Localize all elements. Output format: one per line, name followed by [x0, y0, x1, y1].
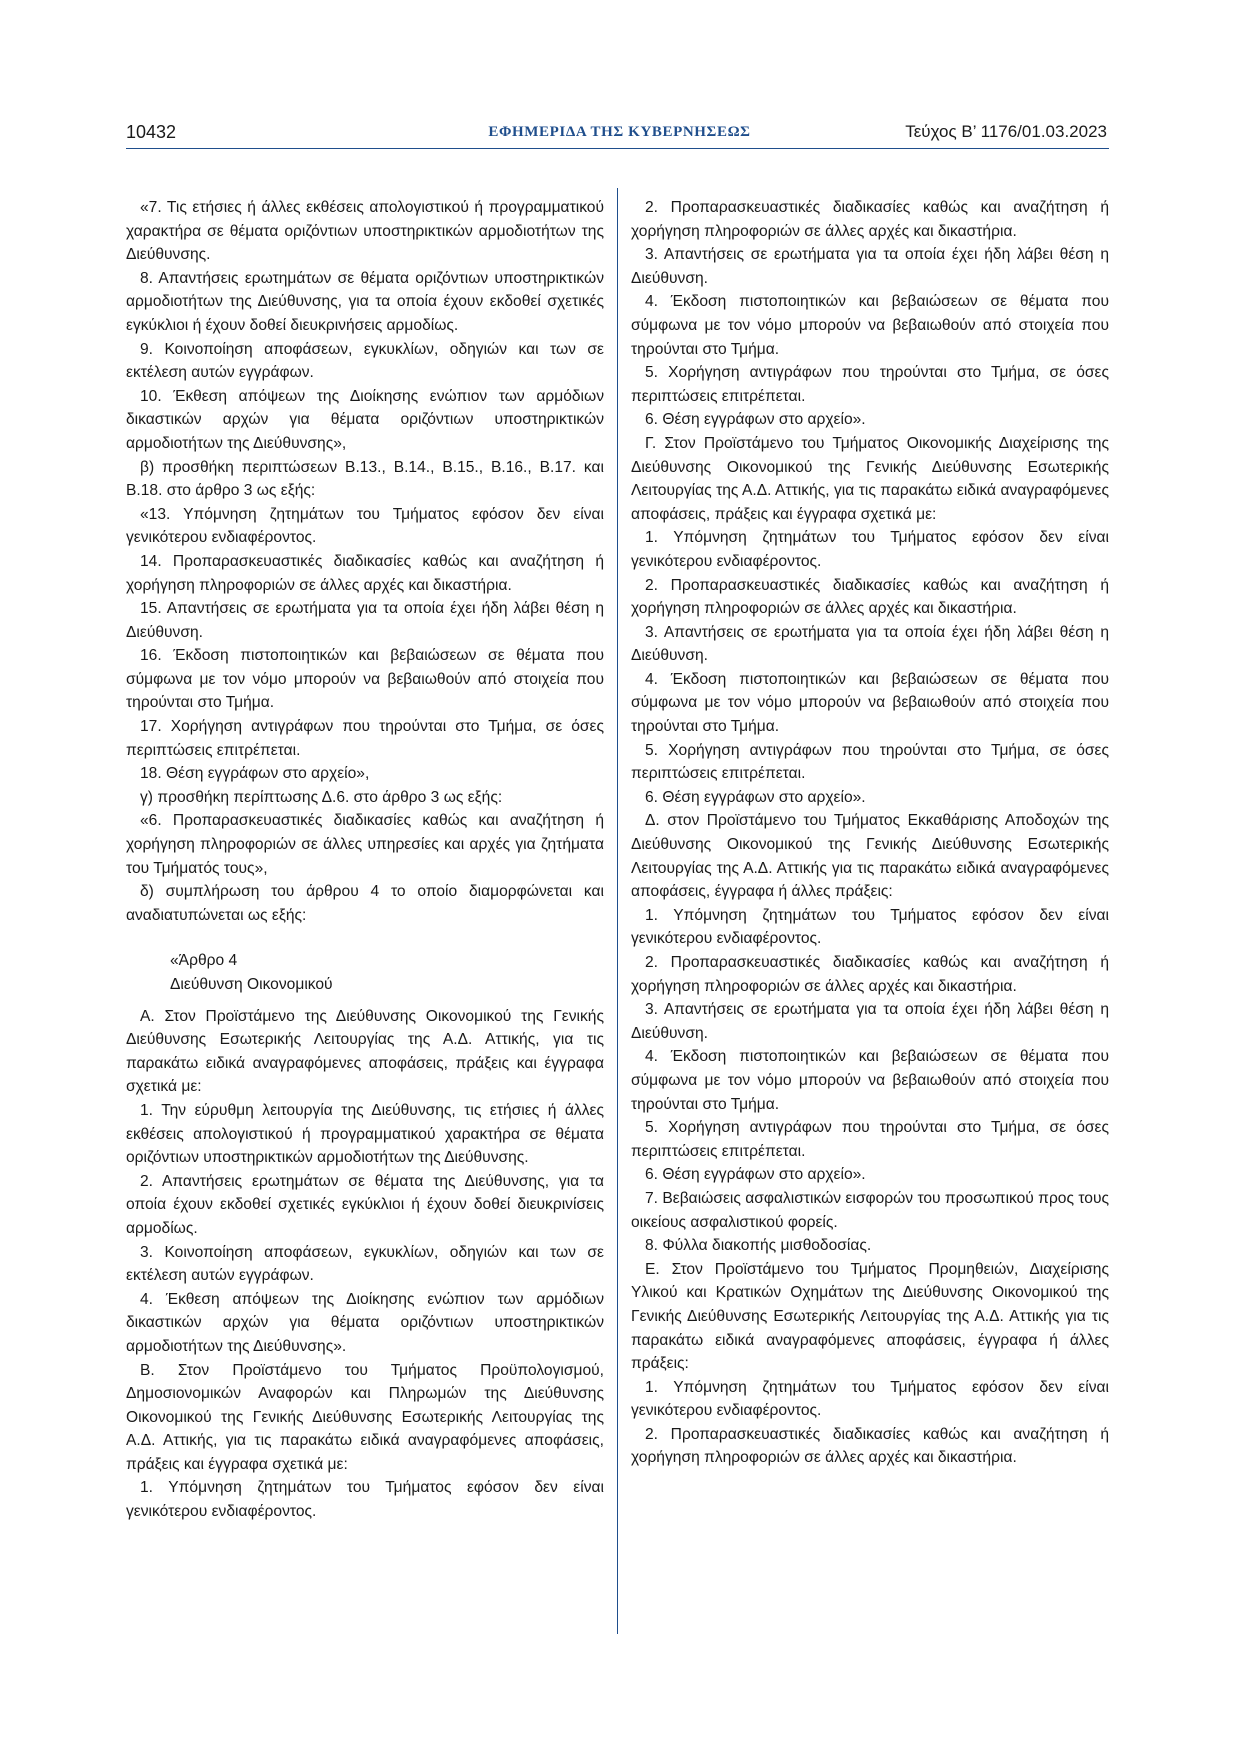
issue-reference: Τεύχος Β’ 1176/01.03.2023 — [905, 122, 1107, 141]
left-column-paragraphs-after — [126, 1005, 604, 1524]
header-rule — [126, 148, 1109, 149]
paragraph: 10. Έκθεση απόψεων της Διοίκησης ενώπιον των αρμόδιων δικαστικών αρχών για θέματα οριζόντιων υποστηρικτικών αρμοδιοτήτων της Διεύθυνσης», — [126, 387, 604, 452]
right-column — [631, 196, 1109, 1470]
paragraph: 4. Έκθεση απόψεων της Διοίκησης ενώπιον των αρμόδιων δικαστικών αρχών για θέματα οριζόντιων υποστηρικτικών αρμοδιοτήτων της Διεύθυνσης». — [126, 1290, 604, 1355]
article-number: «Άρθρο 4 — [170, 952, 238, 970]
paragraph: 15. Απαντήσεις σε ερωτήματα για τα οποία έχει ήδη λάβει θέση η Διεύθυνση. — [126, 600, 604, 641]
paragraph: 4. Έκδοση πιστοποιητικών και βεβαιώσεων σε θέματα που σύμφωνα με τον νόμο μπορούν να βεβαιωθούν από στοιχεία που τηρούνται στο Τμήμα. — [631, 670, 1109, 736]
page-number: 10432 — [126, 122, 177, 142]
paragraph: 2. Απαντήσεις ερωτημάτων σε θέματα της Διεύθυνσης, για τα οποία έχουν εκδοθεί σχετικές εγκύκλιοι ή έχουν δοθεί διευκρινίσεις αρμοδίως. — [126, 1172, 604, 1237]
paragraph: Β. Στον Προϊστάμενο του Τμήματος Προϋπολογισμού, Δημοσιονομικών Αναφορών και Πληρωμών της Διεύθυνσης Οικονομικού της Γενικής Διεύθυνσης Εσωτερικής Λειτουργίας της Α.Δ. Αττικής, για τις παρακάτω ειδικά αναγραφόμενες αποφάσεις, πράξεις και έγγραφα σχετικά με: — [126, 1361, 604, 1473]
paragraph: 7. Βεβαιώσεις ασφαλιστικών εισφορών του προσωπικού προς τους οικείους ασφαλιστικού φορείς. — [631, 1189, 1109, 1231]
column-divider — [617, 188, 618, 1634]
paragraph: 9. Κοινοποίηση αποφάσεων, εγκυκλίων, οδηγιών και των σε εκτέλεση αυτών εγγράφων. — [126, 340, 604, 382]
publication-title: ΕΦΗΜΕΡΙΔΑ ΤΗΣ ΚΥΒΕΡΝΗΣΕΩΣ — [488, 124, 751, 140]
paragraph: 5. Χορήγηση αντιγράφων που τηρούνται στο Τμήμα, σε όσες περιπτώσεις επιτρέπεται. — [631, 364, 1109, 405]
paragraph: Δ. στον Προϊστάμενο του Τμήματος Εκκαθάρισης Αποδοχών της Διεύθυνσης Οικονομικού της Γενικής Διεύθυνσης Εσωτερικής Λειτουργίας της Α.Δ. Αττικής για τις παρακάτω ειδικά αναγραφόμενες αποφάσεις, έγγραφα ή άλλες πράξεις: — [631, 812, 1109, 901]
paragraph: 2. Προπαρασκευαστικές διαδικασίες καθώς και αναζήτηση ή χορήγηση πληροφοριών σε άλλες αρχές και δικαστήρια. — [631, 954, 1109, 995]
paragraph: «6. Προπαρασκευαστικές διαδικασίες καθώς και αναζήτηση ή χορήγηση πληροφοριών σε άλλες υπηρεσίες και αρχές για ζητήματα του Τμήματός τους», — [126, 812, 604, 877]
paragraph: 3. Απαντήσεις σε ερωτήματα για τα οποία έχει ήδη λάβει θέση η Διεύθυνση. — [631, 623, 1109, 665]
paragraph: 3. Απαντήσεις σε ερωτήματα για τα οποία έχει ήδη λάβει θέση η Διεύθυνση. — [631, 246, 1109, 287]
paragraph: 8. Απαντήσεις ερωτημάτων σε θέματα οριζόντιων υποστηρικτικών αρμοδιοτήτων της Διεύθυνσης, για τα οποία έχουν εκδοθεί σχετικές εγκύκλιοι ή έχουν δοθεί διευκρινήσεις αρμοδίως. — [126, 269, 604, 334]
paragraph: 1. Υπόμνηση ζητημάτων του Τμήματος εφόσον δεν είναι γενικότερου ενδιαφέροντος. — [631, 529, 1109, 570]
paragraph: 17. Χορήγηση αντιγράφων που τηρούνται στο Τμήμα, σε όσες περιπτώσεις επιτρέπεται. — [126, 718, 604, 759]
paragraph: 3. Απαντήσεις σε ερωτήματα για τα οποία έχει ήδη λάβει θέση η Διεύθυνση. — [631, 1001, 1109, 1042]
paragraph: 4. Έκδοση πιστοποιητικών και βεβαιώσεων σε θέματα που σύμφωνα με τον νόμο μπορούν να βεβαιωθούν από στοιχεία που τηρούνται στο Τμήμα. — [631, 293, 1109, 358]
paragraph: Α. Στον Προϊστάμενο της Διεύθυνσης Οικονομικού της Γενικής Διεύθυνσης Εσωτερικής Λειτουργίας της Α.Δ. Αττικής, για τις παρακάτω ειδικά αναγραφόμενες αποφάσεις, πράξεις και έγγραφα σχετικά με: — [126, 1007, 604, 1096]
paragraph: 6. Θέση εγγράφων στο αρχείο». — [645, 1166, 866, 1184]
paragraph: «7. Τις ετήσιες ή άλλες εκθέσεις απολογιστικού ή προγραμματικού χαρακτήρα σε θέματα οριζόντιων υποστηρικτικών αρμοδιοτήτων της Διεύθυνσης. — [126, 199, 604, 264]
paragraph: 18. Θέση εγγράφων στο αρχείο», — [140, 765, 370, 783]
paragraph: Γ. Στον Προϊστάμενο του Τμήματος Οικονομικής Διαχείρισης της Διεύθυνσης Οικονομικού της Γενικής Διεύθυνσης Εσωτερικής Λειτουργίας της Α.Δ. Αττικής, για τις παρακάτω ειδικά αναγραφόμενες αποφάσεις, πράξεις και έγγραφα σχετικά με: — [631, 434, 1109, 523]
paragraph: 8. Φύλλα διακοπής μισθοδοσίας. — [645, 1237, 872, 1255]
paragraph: 2. Προπαρασκευαστικές διαδικασίες καθώς και αναζήτηση ή χορήγηση πληροφοριών σε άλλες αρχές και δικαστήρια. — [631, 199, 1109, 240]
paragraph: 2. Προπαρασκευαστικές διαδικασίες καθώς και αναζήτηση ή χορήγηση πληροφοριών σε άλλες αρχές και δικαστήρια. — [631, 1425, 1109, 1467]
right-column-paragraphs — [631, 196, 1109, 1470]
paragraph: 1. Την εύρυθμη λειτουργία της Διεύθυνσης, τις ετήσιες ή άλλες εκθέσεις απολογιστικού ή προγραμματικού χαρακτήρα σε θέματα οριζόντιων υποστηρικτικών αρμοδιοτήτων της Διεύθυνσης. — [126, 1101, 604, 1167]
left-column — [126, 196, 604, 1524]
paragraph: γ) προσθήκη περίπτωσης Δ.6. στο άρθρο 3 ως εξής: — [140, 788, 503, 806]
paragraph: 6. Θέση εγγράφων στο αρχείο». — [645, 411, 866, 429]
paragraph: δ) συμπλήρωση του άρθρου 4 το οποίο διαμορφώνεται και αναδιατυπώνεται ως εξής: — [126, 883, 604, 924]
paragraph: 1. Υπόμνηση ζητημάτων του Τμήματος εφόσον δεν είναι γενικότερου ενδιαφέροντος. — [126, 1479, 604, 1521]
paragraph: 1. Υπόμνηση ζητημάτων του Τμήματος εφόσον δεν είναι γενικότερου ενδιαφέροντος. — [631, 1378, 1109, 1420]
paragraph: 4. Έκδοση πιστοποιητικών και βεβαιώσεων σε θέματα που σύμφωνα με τον νόμο μπορούν να βεβαιωθούν από στοιχεία που τηρούνται στο Τμήμα. — [631, 1048, 1109, 1113]
paragraph: 6. Θέση εγγράφων στο αρχείο». — [645, 788, 866, 806]
paragraph: 1. Υπόμνηση ζητημάτων του Τμήματος εφόσον δεν είναι γενικότερου ενδιαφέροντος. — [631, 906, 1109, 948]
paragraph: 5. Χορήγηση αντιγράφων που τηρούνται στο Τμήμα, σε όσες περιπτώσεις επιτρέπεται. — [631, 741, 1109, 783]
paragraph: 5. Χορήγηση αντιγράφων που τηρούνται στο Τμήμα, σε όσες περιπτώσεις επιτρέπεται. — [631, 1119, 1109, 1160]
paragraph: Ε. Στον Προϊστάμενο του Τμήματος Προμηθειών, Διαχείρισης Υλικού και Κρατικών Οχημάτων της Διεύθυνσης Οικονομικού της Γενικής Διεύθυνσης Εσωτερικής Λειτουργίας της Α.Δ. Αττικής για τις παρακάτω ειδικά αναγραφόμενες αποφάσεις, έγγραφα ή άλλες πράξεις: — [631, 1260, 1109, 1373]
left-column-paragraphs — [126, 196, 604, 927]
paragraph: 3. Κοινοποίηση αποφάσεων, εγκυκλίων, οδηγιών και των σε εκτέλεση αυτών εγγράφων. — [126, 1243, 604, 1285]
paragraph: 2. Προπαρασκευαστικές διαδικασίες καθώς και αναζήτηση ή χορήγηση πληροφοριών σε άλλες αρχές και δικαστήρια. — [631, 576, 1109, 618]
paragraph: β) προσθήκη περιπτώσεων Β.13., Β.14., Β.15., Β.16., Β.17. και Β.18. στο άρθρο 3 ως εξής: — [126, 458, 604, 500]
paragraph: 14. Προπαρασκευαστικές διαδικασίες καθώς και αναζήτηση ή χορήγηση πληροφοριών σε άλλες αρχές και δικαστήρια. — [126, 552, 604, 594]
article-title: Διεύθυνση Οικονομικού — [170, 976, 333, 993]
paragraph: «13. Υπόμνηση ζητημάτων του Τμήματος εφόσον δεν είναι γενικότερου ενδιαφέροντος. — [126, 505, 604, 547]
paragraph: 16. Έκδοση πιστοποιητικών και βεβαιώσεων σε θέματα που σύμφωνα με τον νόμο μπορούν να βεβαιωθούν από στοιχεία που τηρούνται στο Τμήμα. — [126, 647, 604, 712]
